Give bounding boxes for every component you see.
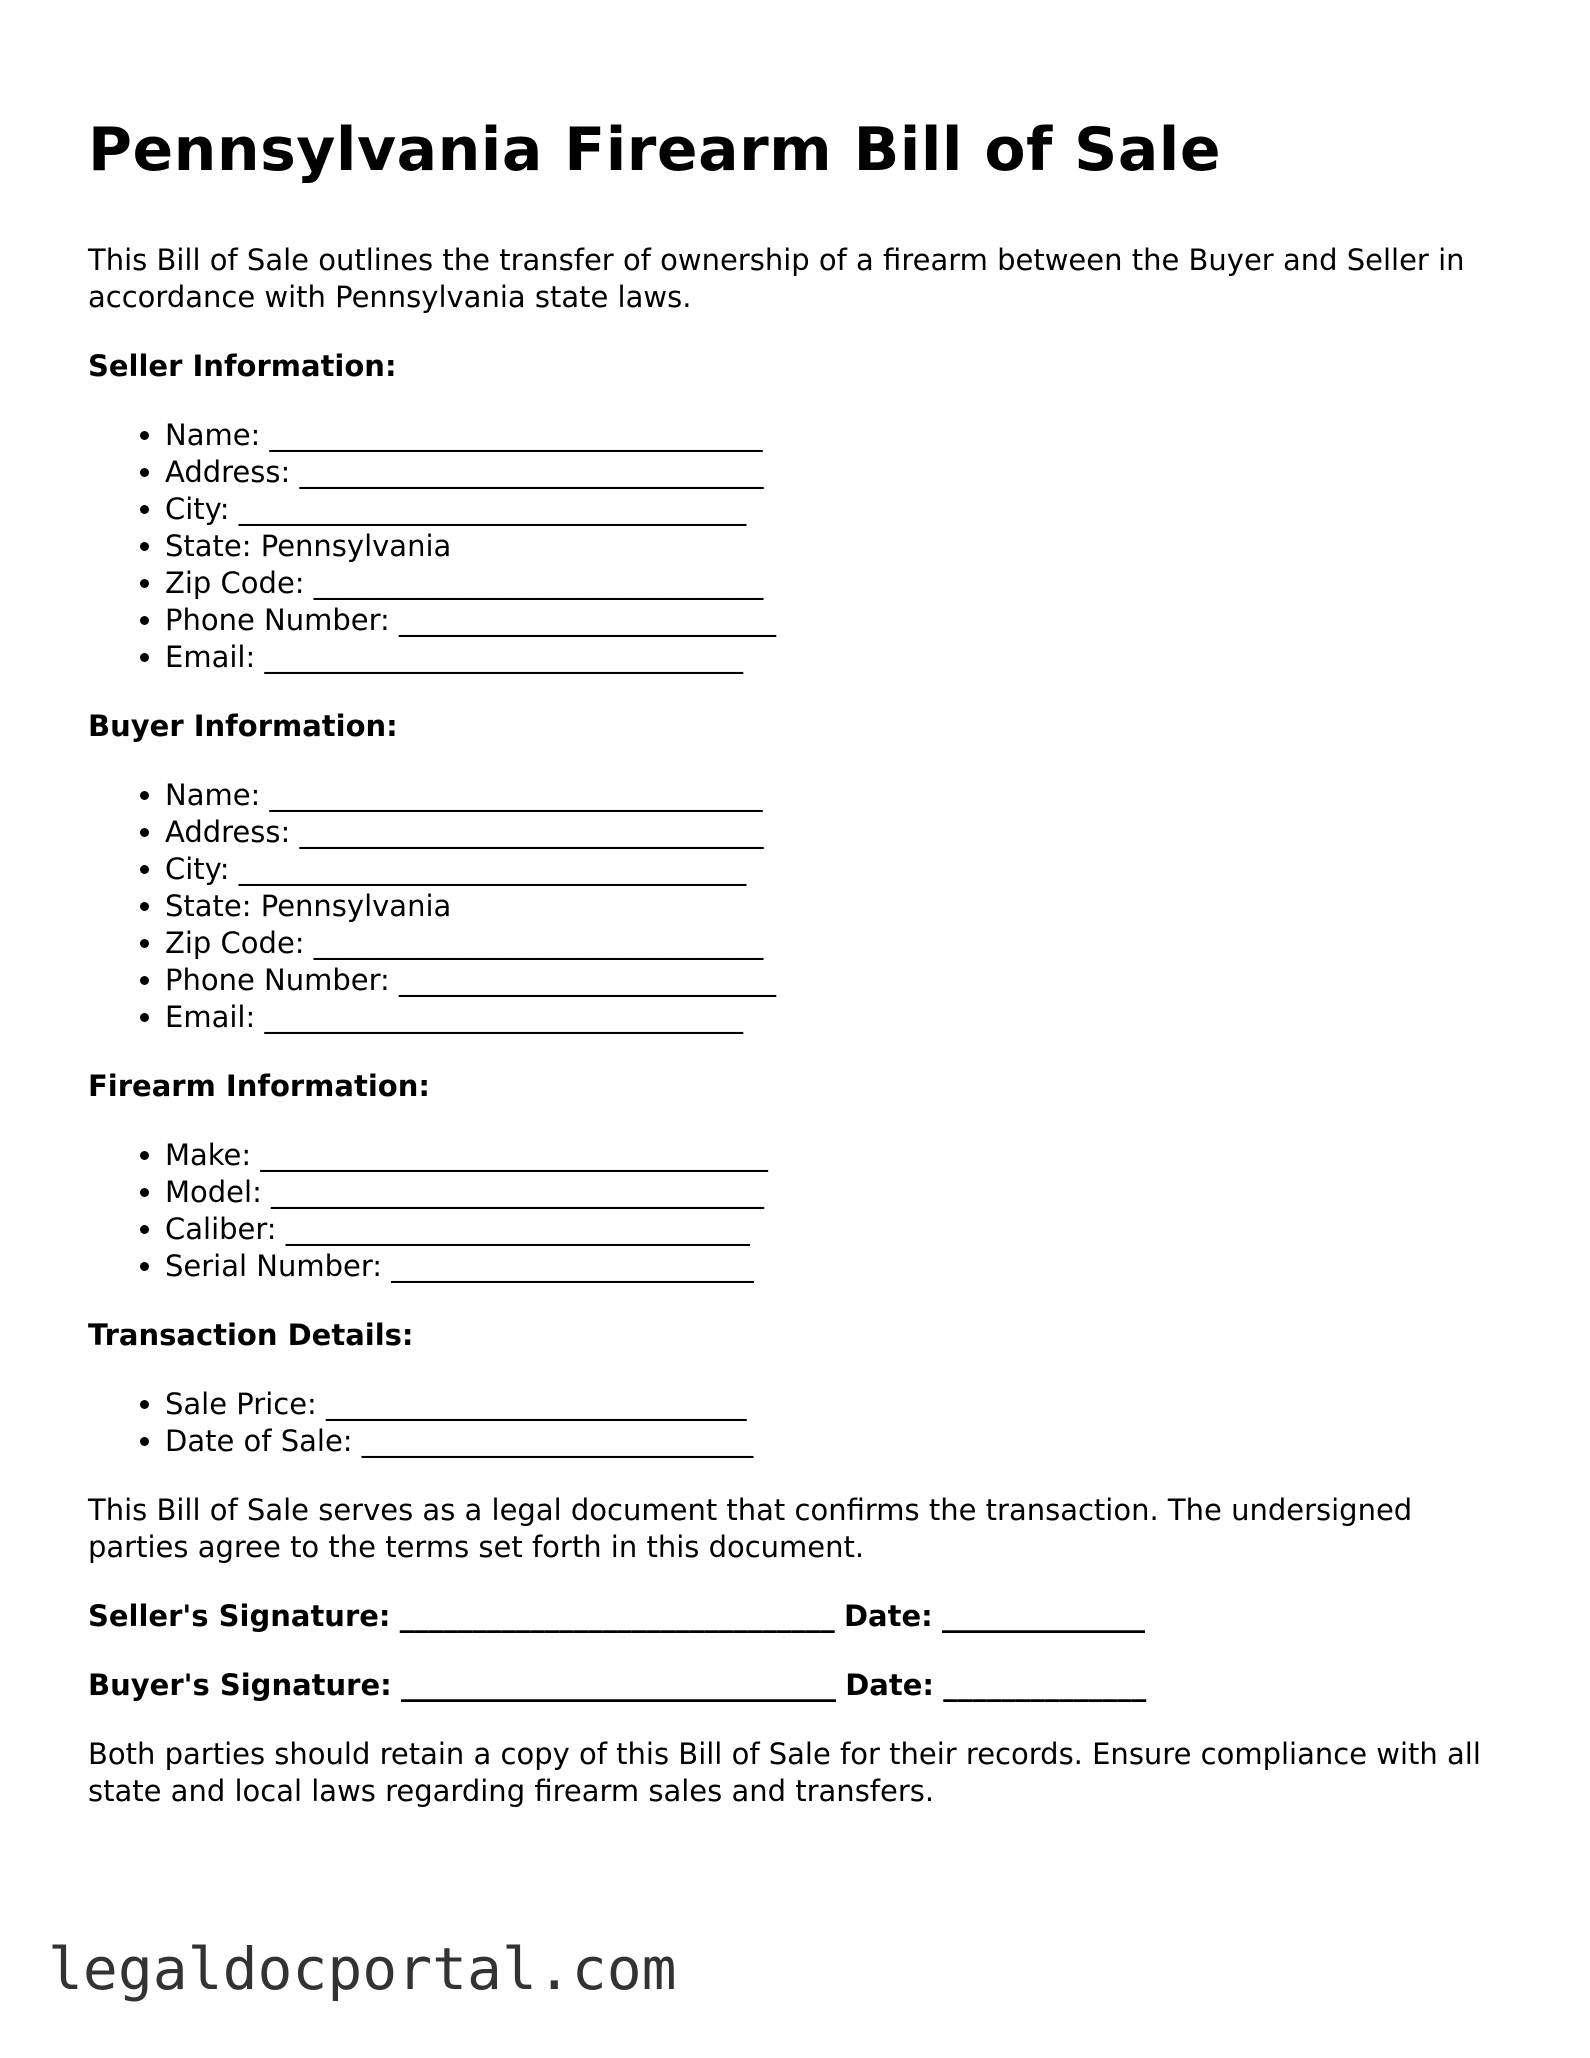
seller-email-field: • Email: _________________________________ [165,639,1518,676]
document-page [88,112,1518,1810]
buyer-city-field: • City: ___________________________________ [165,851,1518,888]
buyer-address-field: • Address: ________________________________ [165,814,1518,851]
firearm-caliber-field: • Caliber: ________________________________ [165,1211,1518,1248]
buyer-phone-field: • Phone Number: __________________________ [165,962,1518,999]
seller-date-label: Date: [843,1599,933,1633]
seller-signature-line [88,1598,1518,1635]
seller-name-field: • Name: __________________________________ [165,417,1518,454]
buyer-heading: Buyer Information: [88,709,398,743]
seller-address-field: • Address: ________________________________ [165,454,1518,491]
buyer-name-field: • Name: __________________________________ [165,777,1518,814]
buyer-state-field: • State: Pennsylvania [165,888,1518,925]
seller-signature-blank: ______________________________ [399,1599,835,1633]
buyer-signature-blank: ______________________________ [400,1668,836,1702]
site-watermark: legaldocportal.com [48,1935,677,2003]
firearm-heading: Firearm Information: [88,1069,430,1103]
firearm-serial-field: • Serial Number: _________________________ [165,1248,1518,1285]
seller-heading: Seller Information: [88,349,397,383]
buyer-email-field: • Email: _________________________________ [165,999,1518,1036]
seller-state-field: • State: Pennsylvania [165,528,1518,565]
firearm-make-field: • Make: ___________________________________ [165,1137,1518,1174]
transaction-heading: Transaction Details: [88,1318,414,1352]
firearm-fields-list [88,1137,1518,1285]
buyer-signature-label: Buyer's Signature: [88,1668,392,1702]
seller-date-blank: ______________ [941,1599,1145,1633]
sale-price-field: • Sale Price: _____________________________ [165,1386,1518,1423]
buyer-signature-line [88,1667,1518,1704]
transaction-fields-list [88,1386,1518,1460]
seller-fields-list [88,417,1518,676]
closing-paragraph: This Bill of Sale serves as a legal document that confirms the transaction. The undersigned parties agree to the terms set forth in this document. [88,1493,1413,1564]
intro-paragraph: This Bill of Sale outlines the transfer of ownership of a firearm between the Buyer and Seller in accordance with Pennsylvania state laws. [88,243,1465,314]
final-paragraph: Both parties should retain a copy of this Bill of Sale for their records. Ensure compliance with all state and local laws regarding firearm sales and transfers. [88,1737,1481,1808]
document-title: Pennsylvania Firearm Bill of Sale [88,115,1222,185]
buyer-date-label: Date: [845,1668,934,1702]
buyer-fields-list [88,777,1518,1036]
seller-signature-label: Seller's Signature: [88,1599,391,1633]
seller-zip-field: • Zip Code: _______________________________ [165,565,1518,602]
buyer-date-blank: ______________ [943,1668,1147,1702]
firearm-model-field: • Model: __________________________________ [165,1174,1518,1211]
buyer-zip-field: • Zip Code: _______________________________ [165,925,1518,962]
seller-city-field: • City: ___________________________________ [165,491,1518,528]
seller-phone-field: • Phone Number: __________________________ [165,602,1518,639]
sale-date-field: • Date of Sale: ___________________________ [165,1423,1518,1460]
